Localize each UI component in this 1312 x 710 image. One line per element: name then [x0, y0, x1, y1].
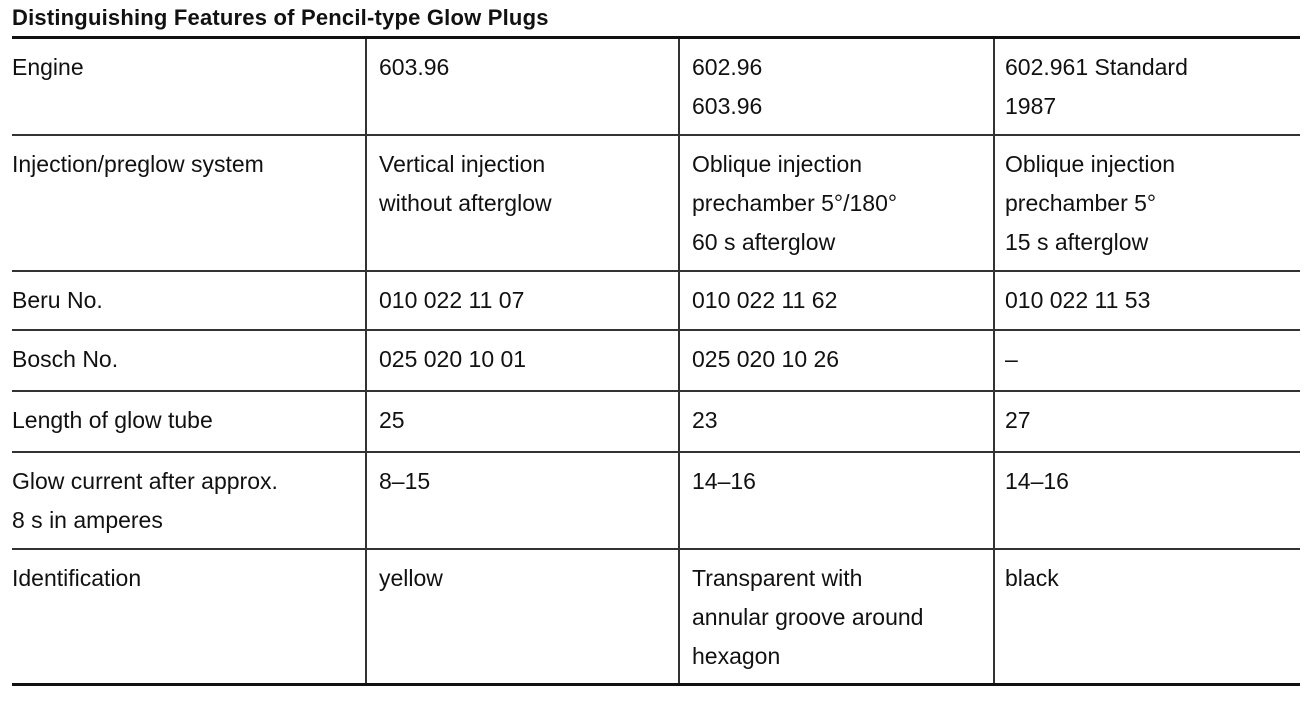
glow-plug-table	[12, 39, 1300, 686]
cell-beru-col2: 010 022 11 62	[679, 271, 994, 330]
row-label-glow-current: Glow current after approx. 8 s in amperes	[12, 452, 366, 549]
cell-ident-col3: black	[994, 549, 1300, 686]
table-title: Distinguishing Features of Pencil-type Glow Plugs	[12, 5, 549, 30]
cell-length-col1: 25	[366, 391, 679, 452]
row-label-injection-system: Injection/preglow system	[12, 135, 366, 271]
cell-current-col2: 14–16	[679, 452, 994, 549]
cell-injection-col3: Oblique injection prechamber 5° 15 s afterglow	[994, 135, 1300, 271]
table-row-bosch-number	[12, 330, 1300, 391]
row-label-bosch-number: Bosch No.	[12, 330, 366, 391]
cell-bosch-col1: 025 020 10 01	[366, 330, 679, 391]
cell-current-col1: 8–15	[366, 452, 679, 549]
cell-beru-col3: 010 022 11 53	[994, 271, 1300, 330]
bottom-rule	[12, 683, 1300, 686]
row-label-engine: Engine	[12, 39, 366, 135]
cell-length-col2: 23	[679, 391, 994, 452]
cell-engine-col1: 603.96	[366, 39, 679, 135]
table-row-beru-number	[12, 271, 1300, 330]
table-row-glow-tube-length	[12, 391, 1300, 452]
row-label-glow-tube-length: Length of glow tube	[12, 391, 366, 452]
table-row-injection-system	[12, 135, 1300, 271]
table-row-glow-current	[12, 452, 1300, 549]
cell-injection-col1: Vertical injection without afterglow	[366, 135, 679, 271]
table-row-engine	[12, 39, 1300, 135]
cell-current-col3: 14–16	[994, 452, 1300, 549]
cell-engine-col2: 602.96 603.96	[679, 39, 994, 135]
row-label-identification: Identification	[12, 565, 142, 591]
row-label-beru-number: Beru No.	[12, 271, 366, 330]
cell-length-col3: 27	[994, 391, 1300, 452]
cell-bosch-col2: 025 020 10 26	[679, 330, 994, 391]
cell-ident-col1: yellow	[366, 549, 679, 686]
table-row-identification	[12, 549, 1300, 686]
cell-bosch-col3: –	[994, 330, 1300, 391]
cell-injection-col2: Oblique injection prechamber 5°/180° 60 s afterglow	[679, 135, 994, 271]
cell-beru-col1: 010 022 11 07	[366, 271, 679, 330]
cell-engine-col3: 602.961 Standard 1987	[994, 39, 1300, 135]
cell-ident-col2: Transparent with annular groove around hexagon	[679, 549, 994, 686]
